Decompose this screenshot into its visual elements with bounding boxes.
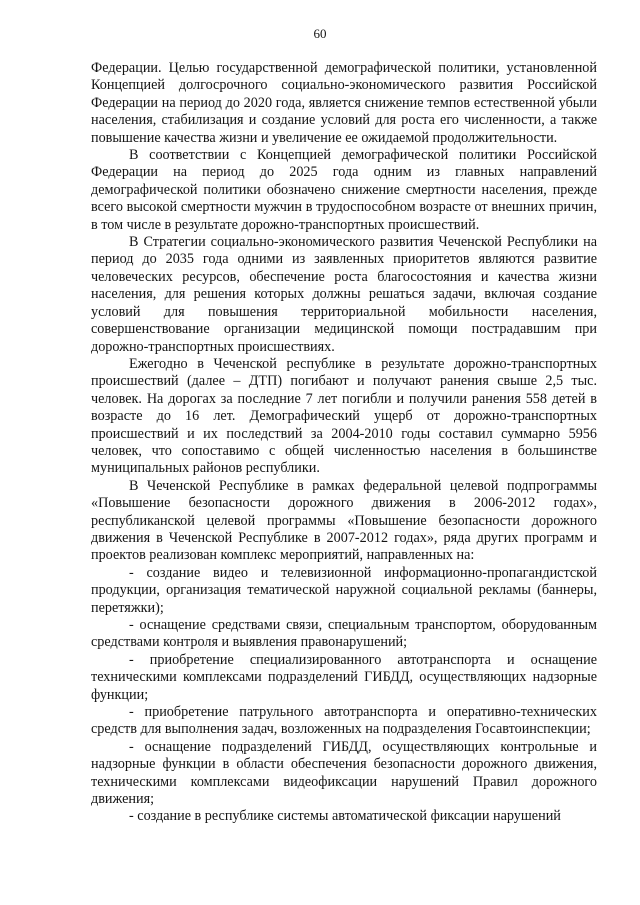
paragraph-demographic-concept: В соответствии с Концепцией демографической политики Российской Федерации на период до 2025 года одним из главных направлений демографической политики обозначено снижение смертности населения, прежде всего высокой смертности мужчин в трудоспособном возрасте от внешних причин, в том числе в результате дорожно-транспортных происшествий.: [91, 147, 597, 233]
document-body: [91, 60, 597, 826]
list-item: - создание видео и телевизионной информационно-пропагандистской продукции, организация тематической наружной социальной рекламы (баннеры, перетяжки);: [91, 564, 597, 616]
paragraph-accident-statistics: Ежегодно в Чеченской республике в результате дорожно-транспортных происшествий (далее – ДТП) погибают и получают ранения свыше 2,5 тыс. человек. На дорогах за последние 7 лет погибли и получили ранения 558 детей в возрасте до 16 лет. Демографический ущерб от дорожно-транспортных происшествий и их последствий за 2004-2010 годы составил суммарно 5956 человек, что сопоставимо с общей численностью населения в большинстве муниципальных районов республики.: [91, 355, 597, 477]
list-item: - приобретение специализированного автотранспорта и оснащение техническими комплексами подразделений ГИБДД, осуществляющих надзорные функции;: [91, 651, 597, 703]
paragraph-strategy: В Стратегии социально-экономического развития Чеченской Республики на период до 2035 года одними из заявленных приоритетов являются развитие человеческих ресурсов, обеспечение роста благосостояния и качества жизни населения, для решения которых должны решаться задачи, включая создание условий для повышения территориальной мобильности населения, совершенствование организации медицинской помощи пострадавшим при дорожно-транспортных происшествиях.: [91, 234, 597, 355]
paragraph-continuation: Федерации. Целью государственной демографической политики, установленной Концепцией долгосрочного социально-экономического развития Российской Федерации на период до 2020 года, является снижение темпов естественной убыли населения, стабилизация и создание условий для роста его численности, а также повышение качества жизни и увеличение ее ожидаемой продолжительности.: [91, 60, 597, 146]
list-item: - создание в республике системы автоматической фиксации нарушений: [129, 808, 561, 825]
list-item: - оснащение средствами связи, специальным транспортом, оборудованным средствами контроля и выявления правонарушений;: [91, 617, 597, 651]
list-item: - приобретение патрульного автотранспорта и оперативно-технических средств для выполнения задач, возложенных на подразделения Госавтоинспекции;: [91, 704, 597, 738]
paragraph-programs: В Чеченской Республике в рамках федеральной целевой подпрограммы «Повышение безопасности дорожного движения в 2006-2012 годах», республиканской целевой программы «Повышение безопасности дорожного движения в Чеченской Республике в 2007-2012 годах», ряда других программ и проектов реализован комплекс мероприятий, направленных на:: [91, 477, 597, 564]
page-number: 60: [313, 26, 327, 41]
list-item: - оснащение подразделений ГИБДД, осуществляющих контрольные и надзорные функции в области обеспечения безопасности дорожного движения, техническими комплексами видеофиксации нарушений Правил дорожного движения;: [91, 738, 597, 808]
